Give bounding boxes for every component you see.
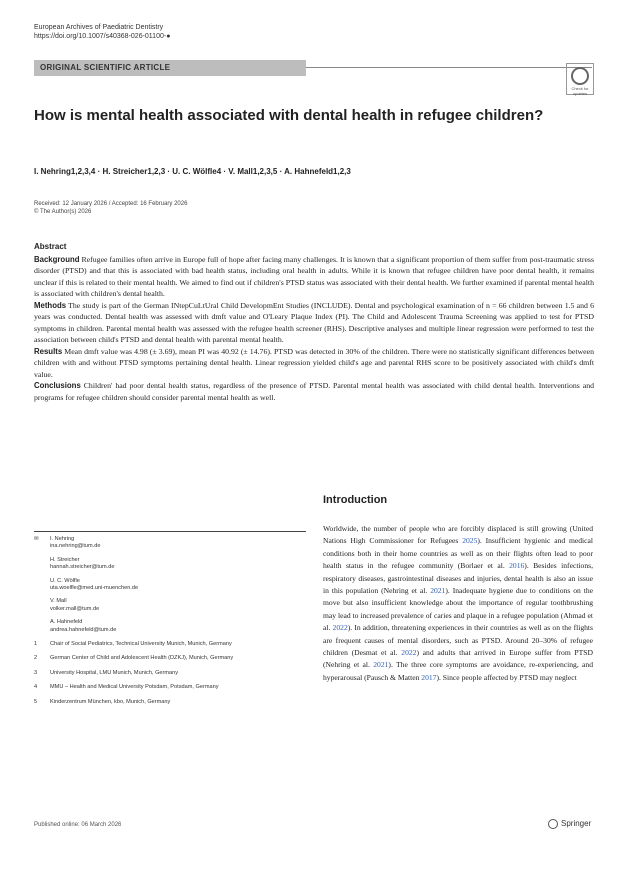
conclusions-text: Children' had poor dental health status, regardless of the presence of PTSD. Parental mental health was associated with child dental health. Interventions and programs for refugee children should consider parental mental health as well. [34, 381, 595, 402]
affiliation-number: 5 [34, 698, 38, 705]
footnotes [34, 536, 304, 706]
contact-item [34, 536, 304, 551]
intro-seg: ). Insufficient hygienic and medical conditions both in their home countries as well as on their flights often lead to poor health status in the refugee community (Borlaer et al. [323, 536, 593, 571]
citation-link[interactable]: 2025 [462, 536, 478, 546]
author-contacts [34, 536, 304, 634]
intro-seg: Worldwide, the number of people who are forcibly displaced is still growing (United Nations High Commissioner for Refugees [323, 524, 593, 546]
contact-name: I. Nehring [50, 536, 75, 542]
contact-item [34, 598, 304, 613]
footnote-rule [34, 531, 306, 532]
affiliation-number: 4 [34, 684, 38, 691]
affiliation-text: University Hospital, LMU Munich, Munich, Germany [50, 669, 179, 676]
received-accepted: Received: 12 January 2026 / Accepted: 16 February 2026 [34, 201, 188, 207]
citation-link[interactable]: 2016 [509, 561, 525, 571]
article-title: How is mental health associated with dental health in refugee children? [34, 107, 544, 124]
contact-name: A. Hahnefeld [50, 619, 83, 626]
contact-email[interactable]: volker.mall@tum.de [50, 605, 100, 612]
affiliation [34, 670, 304, 677]
article-type-label: ORIGINAL SCIENTIFIC ARTICLE [40, 63, 171, 72]
intro-seg: ). Besides infections, respiratory diseases, gastrointestinal diseases and injuries, dental health is also an issue in this population (Nehring et al. [323, 561, 593, 596]
methods-label: Methods [34, 300, 67, 310]
publisher-name: Springer [561, 819, 592, 829]
contact-item [34, 619, 304, 634]
published-date: Published online: 06 March 2026 [34, 822, 122, 828]
contact-name: V. Mall [50, 598, 67, 605]
journal-name: European Archives of Paediatric Dentistry [34, 24, 164, 31]
intro-seg: ). Inadequate hygiene due to conditions on the move but also insufficient knowledge about the importance of regular toothbrushing may lead to increased prevalence of caries and plaque in a refugee population (Ahmad et al. [323, 586, 593, 633]
citation-link[interactable]: 2022 [332, 623, 348, 633]
contact-email[interactable]: uta.woelfle@med.uni-muenchen.de [50, 585, 139, 592]
abstract-conclusions [34, 380, 594, 403]
affiliation [34, 641, 304, 648]
introduction-heading: Introduction [323, 494, 388, 506]
intro-seg: ) and adults that arrived in Europe suffer from PTSD (Nehring et al. [323, 648, 594, 670]
article-dates [34, 200, 187, 216]
contact-name: U. C. Wölfle [50, 577, 80, 584]
citation-link[interactable]: 2017 [421, 672, 437, 682]
citation-link[interactable]: 2022 [401, 648, 417, 658]
affiliation [34, 655, 304, 662]
contact-email[interactable]: hannah.streicher@tum.de [50, 564, 115, 571]
affiliation-text: MMU – Health and Medical University Potsdam, Potsdam, Germany [50, 684, 219, 691]
abstract-methods [34, 300, 594, 346]
affiliation-number: 3 [34, 669, 38, 676]
envelope-icon: ✉ [34, 536, 39, 542]
header-rule [306, 67, 592, 68]
methods-text: The study is part of the German INtерCuLtUral Child DevelopmEnt Studies (INCLUDE). Dental and psychological examination of n = 66 children between 1.5 and 6 years was conducted. Dental health was assessed with dmft value and O'Leary Plaque Index (PI). The Child and Adolescent Trauma Screening was applied to test for PTSD symptoms in children. Parental mental health was assessed with the refugee health screener (RHS). Descriptive analyses and multiple linear regression were performed to test the association between child's PTSD and dental health with parental mental health. [34, 300, 595, 344]
background-text: Refugee families often arrive in Europe full of hope after facing many challenges. It is known that a significant proportion of them suffer from post-traumatic stress disorder (PTSD) and that this is associated with bad health status, including oral health in adults. While it is known that refugee children have poor dental health, it remains unclear if this is related to their mental health. We aimed to find out if children's PTSD status was associated with their dental health. We further examined if parental mental health is associated with children's dental health. [34, 254, 594, 298]
journal-header [34, 23, 170, 41]
affiliation-number: 2 [34, 655, 38, 662]
intro-seg: ). The three core symptoms are avoidance, re-experiencing, and hyperarousal (Pausch & Matten [323, 660, 593, 682]
intro-seg: ). In addition, threatening experiences in their countries as well as on the flights are frequent causes of mental disorders, such as PTSD. Around 20–30% of refugee children (Desmat et al. [323, 623, 594, 658]
springer-horse-icon [548, 819, 558, 829]
affiliation-text: German Center of Child and Adolescent Health (DZKJ), Munich, Germany [50, 655, 234, 662]
conclusions-label: Conclusions [34, 381, 81, 390]
contact-email[interactable]: ina.nehring@tum.de [50, 543, 101, 550]
abstract-background [34, 254, 594, 300]
abstract-results [34, 346, 594, 381]
abstract-heading: Abstract [34, 242, 67, 251]
background-label: Background [34, 254, 80, 264]
affiliation-number: 1 [34, 641, 38, 648]
citation-link[interactable]: 2021 [430, 586, 446, 596]
contact-name: H. Streicher [50, 556, 80, 563]
contact-email[interactable]: andrea.hahnefeld@tum.de [50, 626, 117, 633]
results-label: Results [34, 346, 63, 356]
abstract [34, 241, 594, 403]
author-list: I. Nehring1,2,3,4 · H. Streicher1,2,3 · U. C. Wölfle4 · V. Mall1,2,3,5 · A. Hahnefeld1,2,3 [34, 167, 351, 176]
affiliation [34, 684, 304, 691]
results-text: Mean dmft value was 4.98 (± 3.69), mean PI was 40.92 (± 14.76). PTSD was detected in 30% of the children. There were no statistically significant differences between children with and without PTSD symptoms pertaining dental health. Linear regression yielded child's age and parental RHS score to be positively associated with child's dmft value. [34, 346, 595, 379]
intro-seg: ). Since people affected by PTSD may neglect [436, 672, 577, 682]
introduction-text [323, 523, 593, 684]
affiliation-text: Chair of Social Pediatrics, Technical University Munich, Munich, Germany [50, 641, 232, 648]
contact-item [34, 557, 304, 572]
affiliation-text: Kinderzentrum München, kbo, Munich, Germany [50, 698, 171, 705]
contact-item [34, 578, 304, 593]
doi-link[interactable]: https://doi.org/10.1007/s40368-026-01100-● [34, 33, 171, 40]
citation-link[interactable]: 2021 [373, 660, 389, 670]
publisher-logo [548, 819, 591, 829]
affiliation [34, 699, 304, 706]
crossmark-icon [571, 67, 589, 85]
crossmark-label: Check for updates [571, 86, 589, 96]
crossmark-badge[interactable] [566, 63, 594, 95]
copyright: © The Author(s) 2026 [34, 209, 92, 215]
